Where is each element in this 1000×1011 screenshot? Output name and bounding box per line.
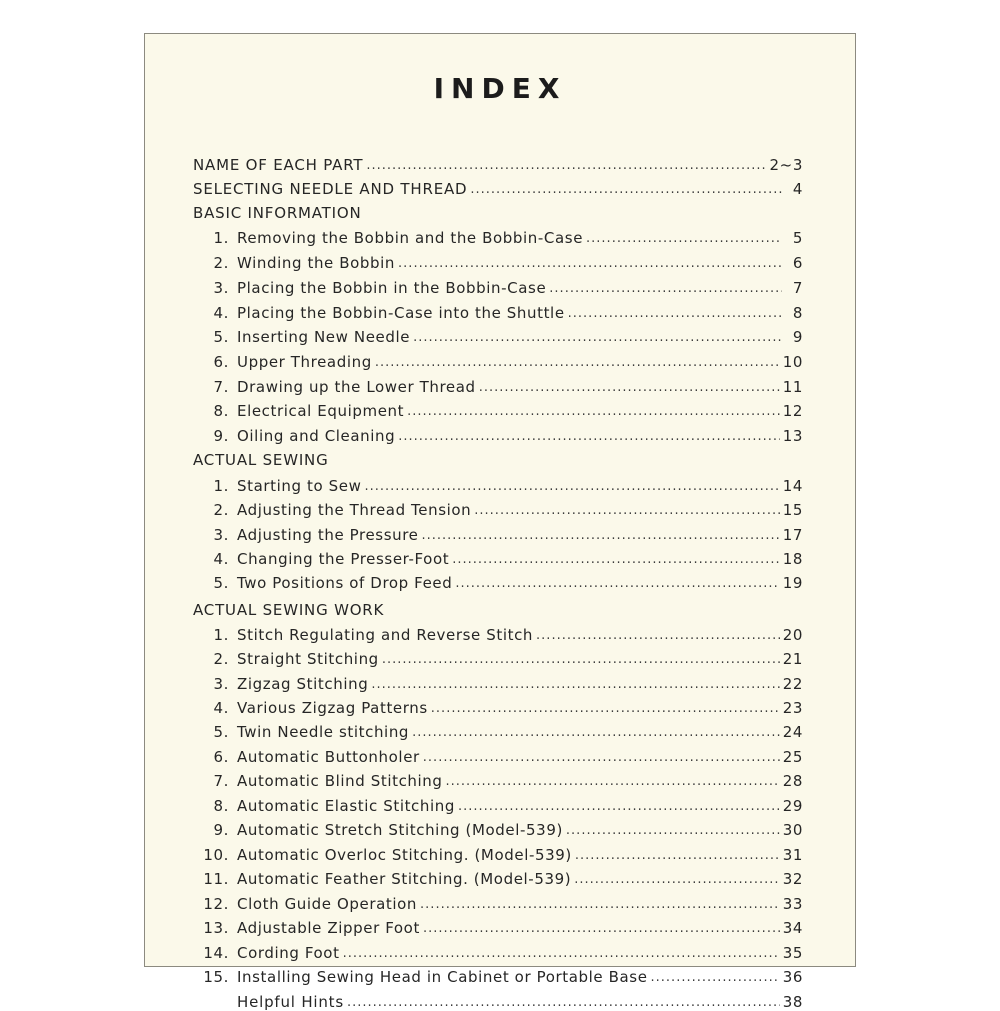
toc-page-number: 10 — [782, 353, 803, 371]
toc-entry — [193, 250, 803, 272]
toc-section-heading — [193, 447, 803, 469]
toc-page-number: 13 — [782, 427, 803, 445]
toc-entry — [193, 940, 803, 962]
dot-leader — [398, 429, 779, 445]
dot-leader — [446, 774, 780, 790]
toc-entry — [193, 744, 803, 766]
toc-entry-label: Removing the Bobbin and the Bobbin-Case — [237, 229, 584, 247]
toc-entry-label: Installing Sewing Head in Cabinet or Portable Base — [237, 968, 648, 986]
toc-entry-label: Changing the Presser-Foot — [237, 550, 450, 568]
toc-page-number: 36 — [782, 968, 803, 986]
dot-leader — [586, 231, 782, 247]
toc-section-heading — [193, 597, 803, 619]
dot-leader — [371, 677, 779, 693]
toc-entry-number: 9. — [213, 427, 229, 445]
toc-entry — [193, 349, 803, 371]
dot-leader — [347, 995, 780, 1011]
toc-entry — [193, 915, 803, 937]
toc-page-number: 5 — [792, 229, 803, 247]
toc-entry-label: Cloth Guide Operation — [237, 895, 418, 913]
toc-entry — [193, 324, 803, 346]
toc-entry — [193, 546, 803, 568]
toc-entry — [193, 793, 803, 815]
toc-entry-number: 6. — [213, 748, 229, 766]
toc-entry — [193, 275, 803, 297]
dot-leader — [549, 281, 782, 297]
toc-entry-label: Automatic Overloc Stitching. (Model-539) — [237, 846, 572, 864]
toc-entry-number: 5. — [213, 328, 229, 346]
dot-leader — [343, 946, 780, 962]
dot-leader — [452, 552, 779, 568]
dot-leader — [431, 701, 780, 717]
toc-entry — [193, 398, 803, 420]
toc-entry-label: ACTUAL SEWING WORK — [193, 601, 385, 619]
toc-page-number: 8 — [792, 304, 803, 322]
toc-page-number: 22 — [782, 675, 803, 693]
toc-entry-number: 5. — [213, 574, 229, 592]
dot-leader — [568, 306, 782, 322]
toc-entry — [193, 964, 803, 986]
toc-entry-number: 4. — [213, 699, 229, 717]
toc-page-number: 19 — [782, 574, 803, 592]
toc-page-number: 14 — [782, 477, 803, 495]
toc-entry — [193, 497, 803, 519]
toc-entry — [193, 989, 803, 1011]
toc-page-number: 17 — [782, 526, 803, 544]
dot-leader — [398, 256, 782, 272]
dot-leader — [413, 330, 782, 346]
toc-entry-number: 7. — [213, 772, 229, 790]
toc-entry — [193, 842, 803, 864]
toc-entry — [193, 695, 803, 717]
dot-leader — [575, 848, 780, 864]
toc-page-number: 20 — [782, 626, 803, 644]
toc-entry-number: 12. — [203, 895, 229, 913]
toc-entry — [193, 817, 803, 839]
toc-entry-label: Zigzag Stitching — [237, 675, 369, 693]
toc-entry-number: 4. — [213, 550, 229, 568]
dot-leader — [423, 750, 780, 766]
toc-entry-label: Electrical Equipment — [237, 402, 405, 420]
toc-page-number: 24 — [782, 723, 803, 741]
toc-entry — [193, 522, 803, 544]
toc-entry-label: Automatic Elastic Stitching — [237, 797, 456, 815]
toc-entry — [193, 570, 803, 592]
toc-page-number: 38 — [782, 993, 803, 1011]
dot-leader — [382, 652, 780, 668]
dot-leader — [574, 872, 780, 888]
dot-leader — [536, 628, 780, 644]
toc-page-number: 34 — [782, 919, 803, 937]
toc-entry-number: 3. — [213, 526, 229, 544]
dot-leader — [375, 355, 780, 371]
page-title: INDEX — [433, 72, 567, 105]
toc-entry-label: Automatic Stretch Stitching (Model-539) — [237, 821, 563, 839]
toc-entry-label: NAME OF EACH PART — [193, 156, 364, 174]
toc-entry — [193, 719, 803, 741]
toc-entry — [193, 423, 803, 445]
dot-leader — [651, 970, 780, 986]
toc-entry-number: 1. — [213, 477, 229, 495]
toc-page-number: 6 — [792, 254, 803, 272]
toc-entry-number: 7. — [213, 378, 229, 396]
toc-entry-number: 2. — [213, 650, 229, 668]
dot-leader — [364, 479, 779, 495]
toc-entry-number: 11. — [203, 870, 229, 888]
dot-leader — [423, 921, 780, 937]
toc-entry-label: Stitch Regulating and Reverse Stitch — [237, 626, 534, 644]
toc-page-number: 18 — [782, 550, 803, 568]
toc-entry-number: 2. — [213, 501, 229, 519]
toc-entry-label: Adjustable Zipper Foot — [237, 919, 420, 937]
dot-leader — [412, 725, 780, 741]
toc-page-number: 12 — [782, 402, 803, 420]
toc-page-number: 33 — [782, 895, 803, 913]
dot-leader — [479, 380, 780, 396]
toc-entry — [193, 768, 803, 790]
toc-entry-number: 8. — [213, 402, 229, 420]
toc-entry — [193, 671, 803, 693]
toc-entry-label: Winding the Bobbin — [237, 254, 396, 272]
toc-entry-number: 14. — [203, 944, 229, 962]
toc-entry-label: Placing the Bobbin-Case into the Shuttle — [237, 304, 565, 322]
toc-entry-label: Drawing up the Lower Thread — [237, 378, 476, 396]
toc-entry-label: Straight Stitching — [237, 650, 379, 668]
toc-page-number: 2~3 — [769, 156, 803, 174]
dot-leader — [455, 576, 779, 592]
toc-entry-label: Helpful Hints — [237, 993, 344, 1011]
toc-page-number: 4 — [792, 180, 803, 198]
toc-entry-label: Oiling and Cleaning — [237, 427, 396, 445]
toc-entry-number: 6. — [213, 353, 229, 371]
toc-page-number: 35 — [782, 944, 803, 962]
toc-entry — [193, 300, 803, 322]
toc-entry — [193, 225, 803, 247]
toc-page-number: 30 — [782, 821, 803, 839]
toc-page-number: 25 — [782, 748, 803, 766]
toc-page-number: 31 — [782, 846, 803, 864]
toc-entry — [193, 176, 803, 198]
toc-entry-number: 5. — [213, 723, 229, 741]
toc-entry-number: 4. — [213, 304, 229, 322]
toc-entry — [193, 866, 803, 888]
toc-entry-number: 15. — [203, 968, 229, 986]
toc-entry-label: BASIC INFORMATION — [193, 204, 362, 222]
dot-leader — [407, 404, 780, 420]
toc-entry-number: 8. — [213, 797, 229, 815]
toc-entry-label: Automatic Feather Stitching. (Model-539) — [237, 870, 572, 888]
toc-entry-number: 3. — [213, 675, 229, 693]
toc-entry — [193, 622, 803, 644]
toc-page-number: 7 — [792, 279, 803, 297]
toc-entry-label: Twin Needle stitching — [237, 723, 410, 741]
dot-leader — [470, 182, 782, 198]
dot-leader — [458, 799, 780, 815]
toc-page-number: 29 — [782, 797, 803, 815]
toc-entry — [193, 891, 803, 913]
document-page — [144, 33, 856, 1011]
dot-leader — [422, 528, 780, 544]
toc-entry-number: 2. — [213, 254, 229, 272]
toc-page-number: 9 — [792, 328, 803, 346]
dot-leader — [366, 158, 766, 174]
toc-entry-number: 10. — [203, 846, 229, 864]
dot-leader — [566, 823, 780, 839]
toc-entry — [193, 646, 803, 668]
toc-page-number: 15 — [782, 501, 803, 519]
toc-entry-label: Various Zigzag Patterns — [237, 699, 428, 717]
toc-entry-label: Automatic Blind Stitching — [237, 772, 443, 790]
toc-entry-label: Cording Foot — [237, 944, 340, 962]
toc-section-heading — [193, 200, 803, 222]
toc-entry — [193, 374, 803, 396]
toc-entry-label: Adjusting the Thread Tension — [237, 501, 472, 519]
toc-entry-label: Automatic Buttonholer — [237, 748, 420, 766]
toc-entry-label: Adjusting the Pressure — [237, 526, 419, 544]
toc-entry-label: Starting to Sew — [237, 477, 362, 495]
toc-entry-label: ACTUAL SEWING — [193, 451, 329, 469]
dot-leader — [474, 503, 779, 519]
toc-entry-number: 3. — [213, 279, 229, 297]
toc-page-number: 28 — [782, 772, 803, 790]
toc-page-number: 11 — [782, 378, 803, 396]
toc-entry-label: SELECTING NEEDLE AND THREAD — [193, 180, 468, 198]
toc-entry-number: 1. — [213, 626, 229, 644]
toc-entry-label: Inserting New Needle — [237, 328, 411, 346]
toc-entry-number: 9. — [213, 821, 229, 839]
toc-page-number: 23 — [782, 699, 803, 717]
dot-leader — [420, 897, 780, 913]
toc-page-number: 32 — [782, 870, 803, 888]
toc-entry — [193, 152, 803, 174]
toc-entry-number: 13. — [203, 919, 229, 937]
toc-entry-number: 1. — [213, 229, 229, 247]
toc-entry — [193, 473, 803, 495]
toc-entry-label: Upper Threading — [237, 353, 372, 371]
toc-entry-label: Two Positions of Drop Feed — [237, 574, 453, 592]
toc-page-number: 21 — [782, 650, 803, 668]
toc-entry-label: Placing the Bobbin in the Bobbin-Case — [237, 279, 547, 297]
